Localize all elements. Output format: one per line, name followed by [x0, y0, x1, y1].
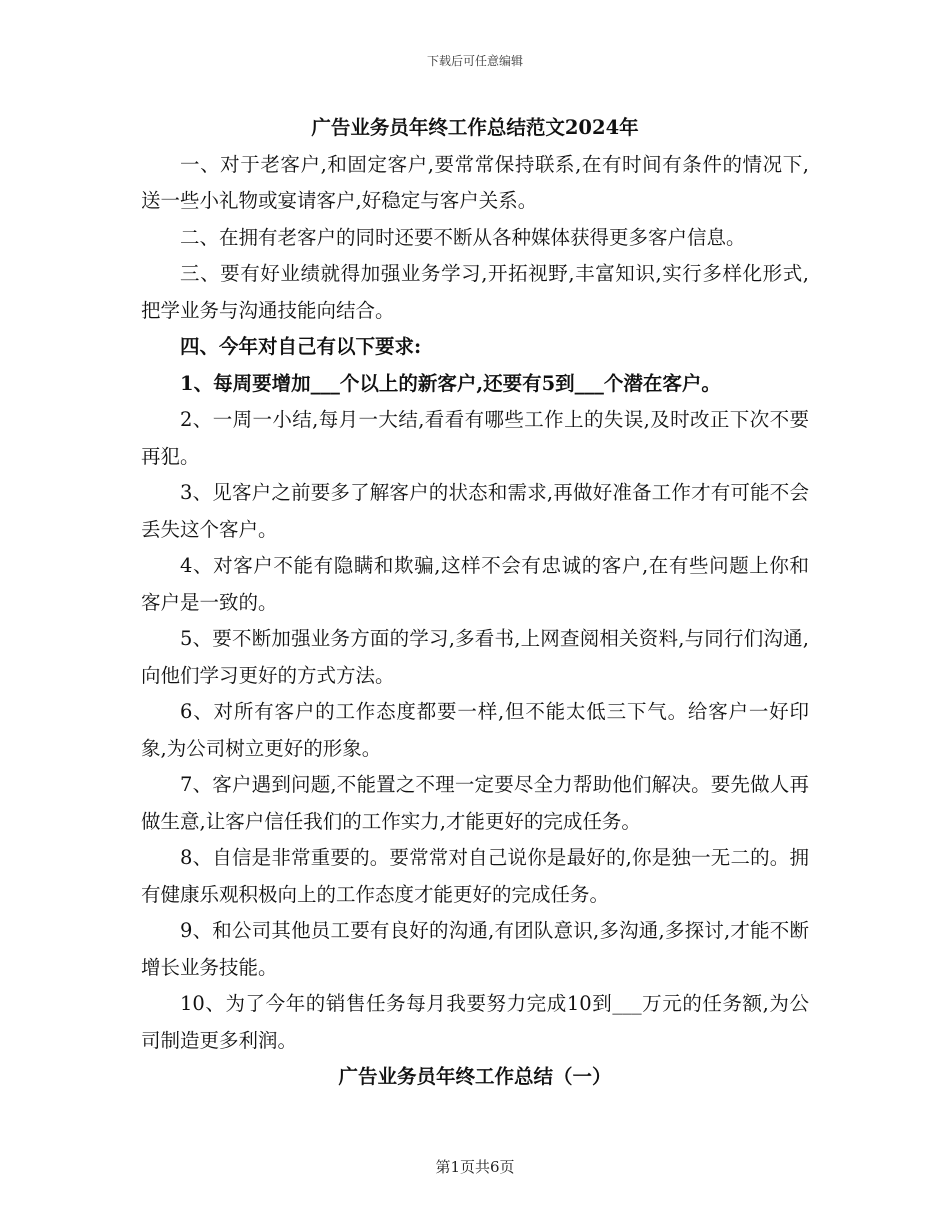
paragraph: 9、和公司其他员工要有良好的沟通,有团队意识,多沟通,多探讨,才能不断增长业务技能。 [141, 919, 809, 979]
paragraph: 5、要不断加强业务方面的学习,多看书,上网查阅相关资料,与同行们沟通,向他们学习更好的方式方法。 [141, 627, 809, 687]
paragraph: 2、一周一小结,每月一大结,看看有哪些工作上的失误,及时改正下次不要再犯。 [141, 408, 809, 468]
document-body [141, 110, 809, 1096]
paragraph: 3、见客户之前要多了解客户的状态和需求,再做好准备工作才有可能不会丢失这个客户。 [141, 481, 809, 541]
paragraph: 一、对于老客户,和固定客户,要常常保持联系,在有时间有条件的情况下,送一些小礼物或宴请客户,好稳定与客户关系。 [141, 152, 809, 212]
paragraph: 6、对所有客户的工作态度都要一样,但不能太低三下气。给客户一好印象,为公司树立更好的形象。 [141, 700, 809, 760]
paragraph: 三、要有好业绩就得加强业务学习,开拓视野,丰富知识,实行多样化形式,把学业务与沟通技能向结合。 [141, 262, 809, 322]
document-title: 广告业务员年终工作总结范文2024年 [311, 116, 639, 139]
paragraph: 1、每周要增加___个以上的新客户,还要有5到___个潜在客户。 [180, 371, 721, 395]
paragraph-list [141, 147, 809, 1060]
page-header-note: 下载后可任意编辑 [426, 54, 523, 68]
paragraph: 7、客户遇到问题,不能置之不理一定要尽全力帮助他们解决。要先做人再做生意,让客户信任我们的工作实力,才能更好的完成任务。 [141, 773, 809, 833]
section-heading: 广告业务员年终工作总结（一） [338, 1065, 612, 1088]
paragraph: 四、今年对自己有以下要求: [180, 335, 422, 358]
paragraph: 二、在拥有老客户的同时还要不断从各种媒体获得更多客户信息。 [180, 225, 746, 249]
paragraph: 10、为了今年的销售任务每月我要努力完成10到___万元的任务额,为公司制造更多利润。 [141, 992, 809, 1052]
paragraph: 8、自信是非常重要的。要常常对自己说你是最好的,你是独一无二的。拥有健康乐观积极向上的工作态度才能更好的完成任务。 [141, 846, 809, 906]
page-number: 第1页共6页 [435, 1158, 515, 1176]
paragraph: 4、对客户不能有隐瞒和欺骗,这样不会有忠诚的客户,在有些问题上你和客户是一致的。 [141, 554, 809, 614]
